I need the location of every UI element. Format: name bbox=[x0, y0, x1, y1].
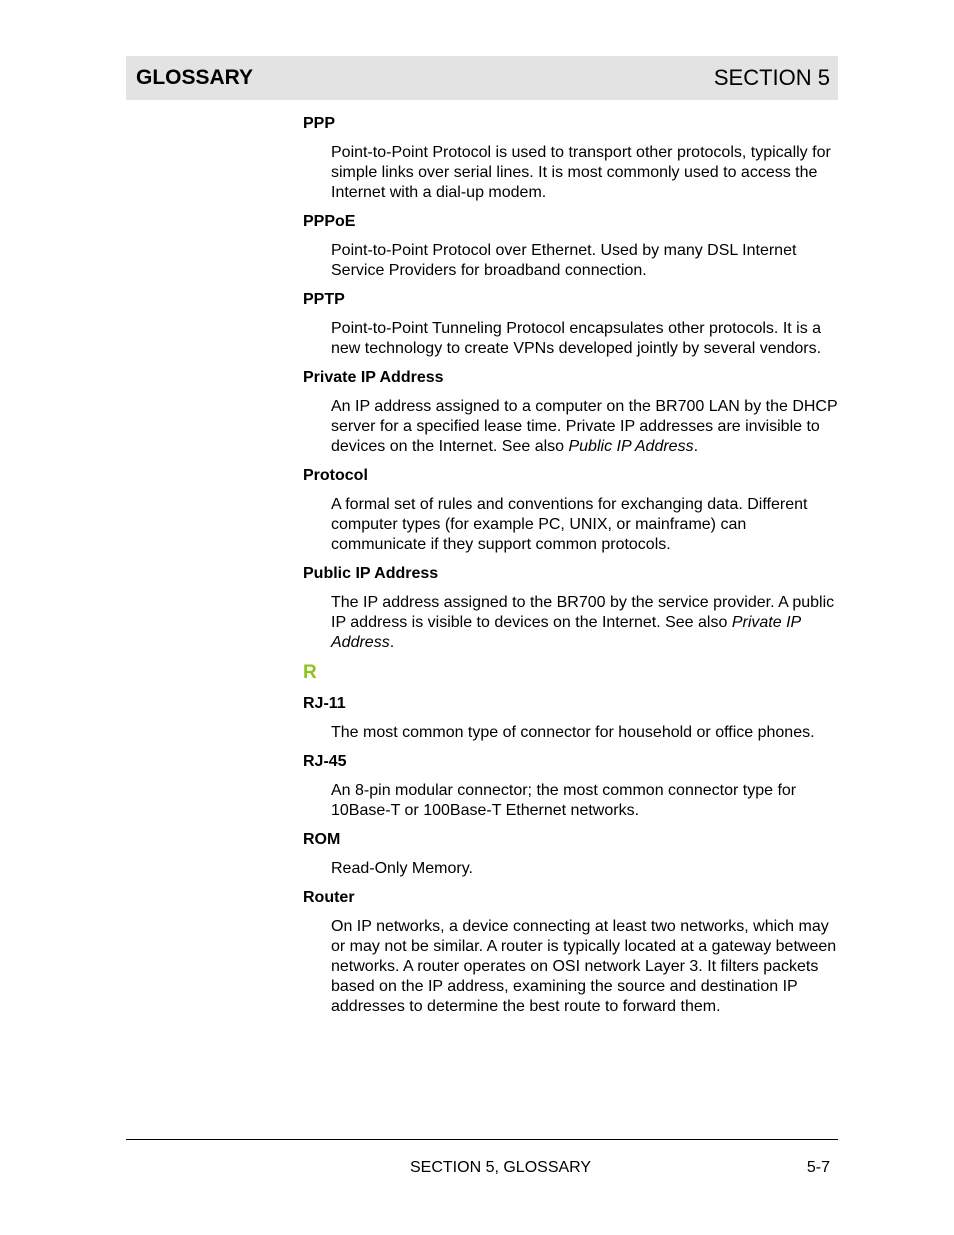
glossary-definition: Point-to-Point Protocol over Ethernet. Used by many DSL Internet Service Providers for broadband connection. bbox=[331, 242, 797, 279]
glossary-definition: An 8-pin modular connector; the most common connector type for 10Base-T or 100Base-T Ethernet networks. bbox=[331, 782, 797, 819]
cross-reference: Public IP Address bbox=[568, 438, 694, 455]
glossary-entries-p bbox=[303, 114, 838, 653]
glossary-term: Public IP Address bbox=[303, 565, 439, 582]
glossary-entries-r bbox=[303, 694, 838, 1017]
glossary-term: PPPoE bbox=[303, 213, 356, 230]
glossary-definition: The IP address assigned to the BR700 by the service provider. A public IP address is visible to devices on the Internet. See also Private IP Address. bbox=[331, 594, 835, 651]
glossary-term: RJ-45 bbox=[303, 753, 347, 770]
glossary-definition: A formal set of rules and conventions for exchanging data. Different computer types (for example PC, UNIX, or mainframe) can communicate if they support common protocols. bbox=[331, 496, 808, 553]
glossary-definition: An IP address assigned to a computer on the BR700 LAN by the DHCP server for a specified lease time. Private IP addresses are invisible to devices on the Internet. See also Public IP Address. bbox=[331, 398, 838, 455]
footer-divider bbox=[126, 1139, 838, 1140]
glossary-term: ROM bbox=[303, 831, 341, 848]
cross-reference: Private IP Address bbox=[331, 614, 801, 651]
glossary-term: Protocol bbox=[303, 467, 368, 484]
glossary-term: PPP bbox=[303, 115, 336, 132]
glossary-term: Router bbox=[303, 889, 355, 906]
glossary-term: RJ-11 bbox=[303, 695, 346, 712]
section-letter: R bbox=[303, 662, 317, 683]
glossary-definition: Point-to-Point Protocol is used to transport other protocols, typically for simple links over serial lines. It is most commonly used to access the Internet with a dial-up modem. bbox=[331, 144, 831, 201]
page-number: 5-7 bbox=[806, 1159, 830, 1176]
footer-title: SECTION 5, GLOSSARY bbox=[410, 1159, 592, 1176]
glossary-term: PPTP bbox=[303, 291, 345, 308]
glossary-definition: Point-to-Point Tunneling Protocol encapsulates other protocols. It is a new technology to create VPNs developed jointly by several vendors. bbox=[331, 320, 822, 357]
glossary-content bbox=[303, 114, 838, 1026]
glossary-definition: On IP networks, a device connecting at least two networks, which may or may not be similar. A router is typically located at a gateway between networks. A router operates on OSI network Layer 3. It filters packets based on the IP address, examining the source and destination IP addresses to determine the best route to forward them. bbox=[331, 918, 837, 1015]
glossary-definition: Read-Only Memory. bbox=[331, 860, 473, 877]
glossary-definition: The most common type of connector for household or office phones. bbox=[331, 724, 815, 741]
header-section: SECTION 5 bbox=[713, 65, 830, 90]
page-header bbox=[126, 56, 838, 100]
header-title: GLOSSARY bbox=[136, 66, 254, 89]
glossary-term: Private IP Address bbox=[303, 369, 444, 386]
